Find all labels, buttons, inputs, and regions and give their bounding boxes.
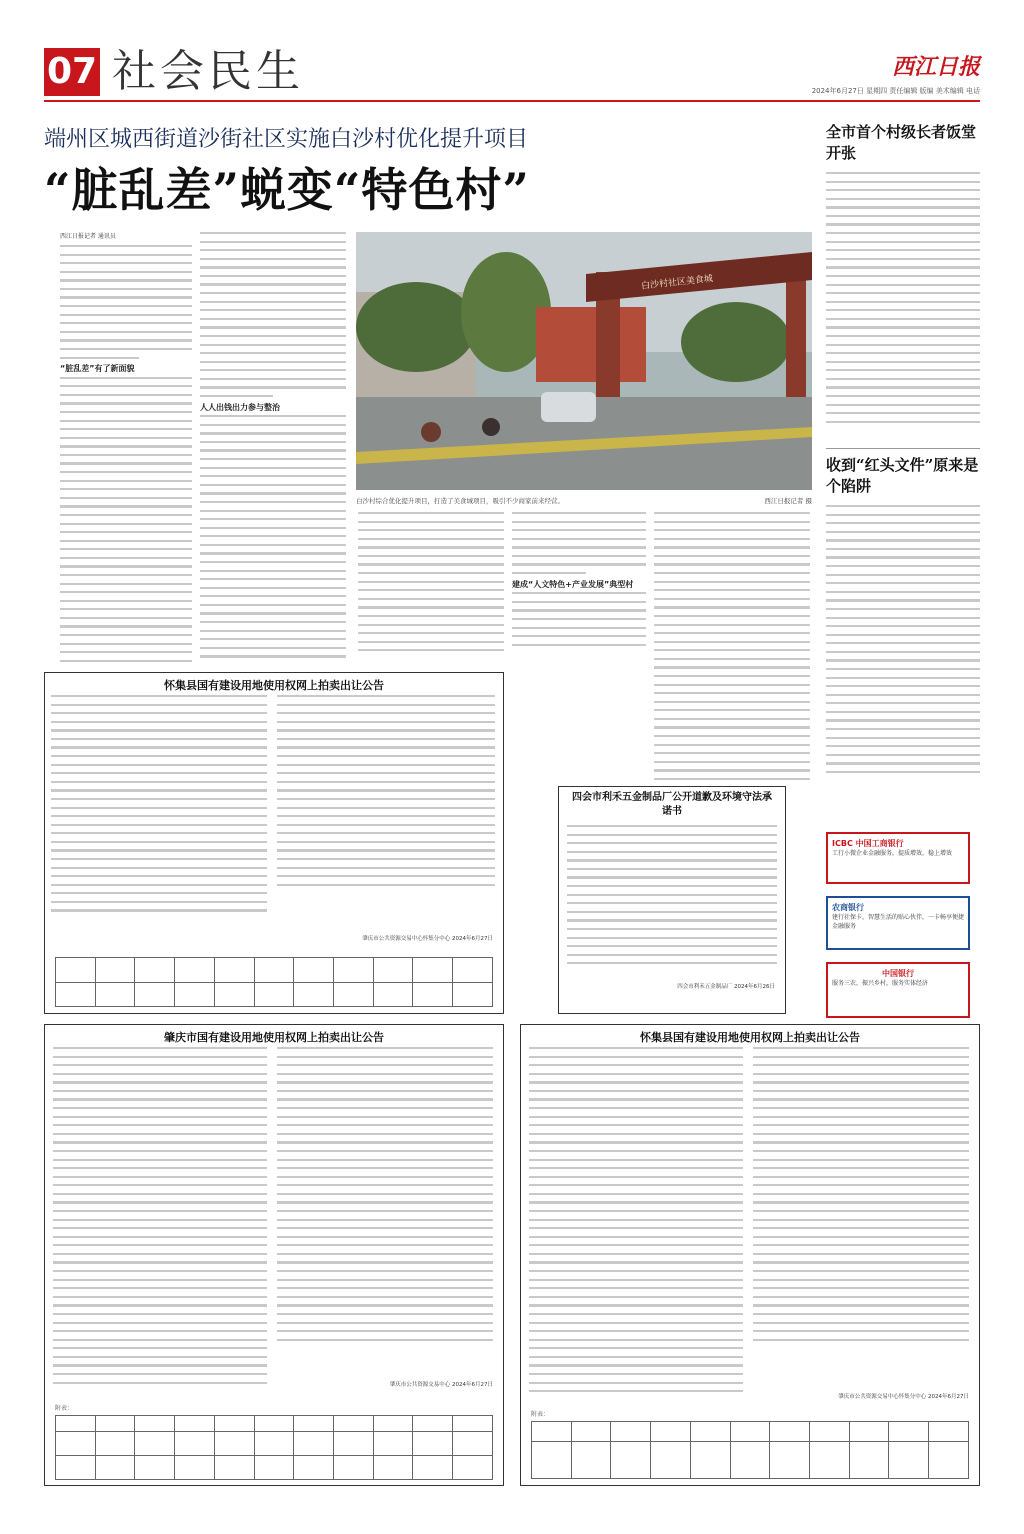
section-head-3: 建成“人文特色+产业发展”典型村 <box>512 579 634 589</box>
section-head-1: “脏乱差”有了新面貌 <box>60 364 135 374</box>
notice-bottom-right-sign: 肇庆市公共资源交易中心怀集分中心 2024年6月27日 <box>838 1394 969 1400</box>
section-title: 社会民生 <box>112 46 304 97</box>
story-byline: 西江日报记者 通讯员 <box>60 233 116 240</box>
notice-top-left-table <box>55 957 493 1007</box>
sidebar-title-2: 收到“红头文件”原来是个陷阱 <box>826 456 979 495</box>
notice-bottom-left-title: 肇庆市国有建设用地使用权网上拍卖出让公告 <box>164 1031 384 1044</box>
notice-bottom-left-attach: 附表： <box>55 1405 74 1412</box>
notice-bottom-left <box>44 1024 504 1486</box>
notice-apology <box>558 786 786 1014</box>
notice-bottom-right <box>520 1024 980 1486</box>
story-column-3 <box>358 512 504 662</box>
ad-boc[interactable] <box>826 962 970 1018</box>
notice-bottom-left-col2 <box>277 1047 493 1367</box>
notice-bottom-left-col1 <box>53 1047 267 1399</box>
notice-top-left <box>44 672 504 1014</box>
ad-icbc-name: ICBC 中国工商银行 <box>832 839 904 848</box>
story-column-5 <box>654 512 810 792</box>
newspaper-logo: 西江日报 <box>891 54 980 80</box>
photo-caption-row <box>356 496 812 505</box>
notice-bottom-right-col1 <box>529 1047 743 1407</box>
notice-top-left-title: 怀集县国有建设用地使用权网上拍卖出让公告 <box>164 679 384 692</box>
village-gate-photo <box>356 232 812 490</box>
masthead-rule <box>44 100 980 102</box>
notice-bottom-right-table <box>531 1421 969 1479</box>
notice-top-left-col1 <box>51 695 267 925</box>
story-headline: “脏乱差”蜕变“特色村” <box>44 163 530 217</box>
notice-bottom-left-table <box>55 1415 493 1480</box>
sidebar-text-2 <box>826 505 980 795</box>
ad-boc-text: 服务三农，振兴乡村，服务实体经济 <box>832 980 929 987</box>
section-head-2: 人人出钱出力参与整治 <box>200 402 280 412</box>
issue-meta: 2024年6月27日 星期四 责任编辑 版编 美术编辑 电话 <box>811 87 980 95</box>
notice-bottom-right-col2 <box>753 1047 969 1367</box>
ad-boc-name: 中国银行 <box>882 969 914 978</box>
story-column-2 <box>200 232 346 662</box>
sidebar <box>826 122 980 795</box>
masthead <box>44 44 980 100</box>
photo-caption: 白沙村综合优化提升项目，打造了美食城项目，吸引不少商家前来经营。 <box>356 497 564 505</box>
photo-gate-sign: 白沙村社区美食城 <box>640 274 714 292</box>
notice-top-left-col2 <box>277 695 495 925</box>
sidebar-text-1 <box>826 172 980 442</box>
page-number: 07 <box>44 48 100 96</box>
story-column-1 <box>60 232 192 662</box>
notice-apology-sign: 四会市利禾五金制品厂 2024年6月26日 <box>677 984 775 990</box>
ad-icbc[interactable] <box>826 832 970 884</box>
ad-bank2-name: 农商银行 <box>832 903 864 912</box>
sidebar-rule <box>826 448 980 449</box>
notice-bottom-right-title: 怀集县国有建设用地使用权网上拍卖出让公告 <box>640 1031 860 1044</box>
story-subhead: 端州区城西街道沙街社区实施白沙村优化提升项目 <box>44 127 529 152</box>
notice-apology-text <box>567 825 777 975</box>
notice-apology-title: 四会市利禾五金制品厂公开道歉及环境守法承诺书 <box>572 792 772 817</box>
notice-bottom-right-attach: 附表： <box>531 1411 550 1418</box>
story-column-4 <box>512 512 646 662</box>
notice-bottom-left-sign: 肇庆市公共资源交易中心 2024年6月27日 <box>389 1382 493 1388</box>
story-photo <box>356 232 812 490</box>
ad-bank2[interactable] <box>826 896 970 950</box>
ad-bank2-text: 建行社保卡，智慧生活的贴心伙伴，一卡畅享便捷金融服务 <box>832 914 965 930</box>
sidebar-title-1: 全市首个村级长者饭堂开张 <box>826 123 977 162</box>
ad-icbc-text: 工行小微企业金融服务，提质增效，稳上增效 <box>832 850 953 857</box>
notice-top-left-sign: 肇庆市公共资源交易中心怀集分中心 2024年6月27日 <box>362 936 493 942</box>
photo-credit: 西江日报记者 摄 <box>764 497 812 505</box>
